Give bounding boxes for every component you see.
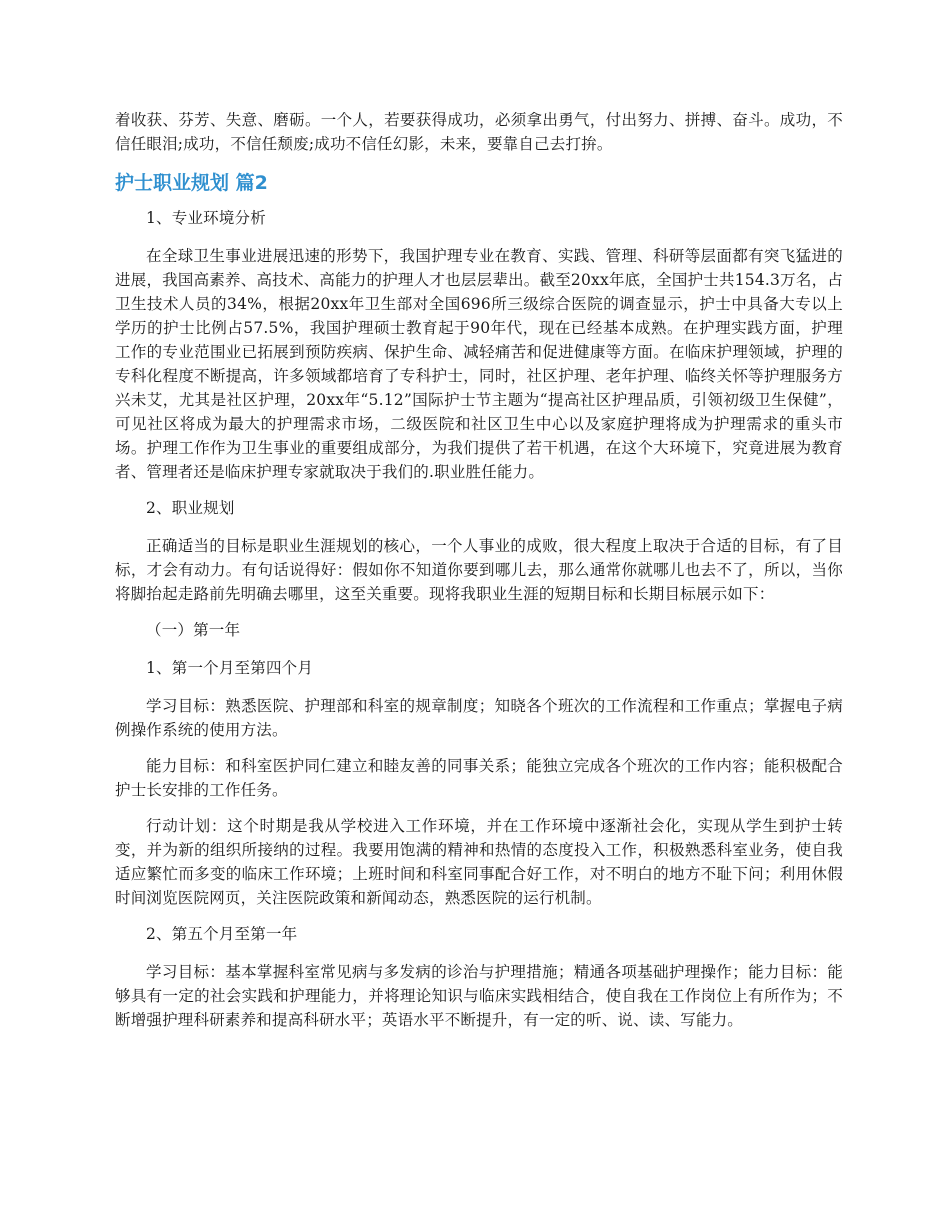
paragraph-goals: 正确适当的目标是职业生涯规划的核心，一个人事业的成败，很大程度上取决于合适的目标，有了目标，才会有动力。有句话说得好：假如你不知道你要到哪儿去，那么通常你就哪儿也去不了，所以，当你将脚抬起走路前先明确去哪里，这至关重要。现将我职业生涯的短期目标和长期目标展示如下： <box>115 537 843 603</box>
subheading-month-1-4: 1、第一个月至第四个月 <box>146 659 314 677</box>
paragraph-learning-goal-2: 学习目标：基本掌握科室常见病与多发病的诊治与护理措施；精通各项基础护理操作；能力目标：能够具有一定的社会实践和护理能力，并将理论知识与临床实践相结合，使自我在工作岗位上有所作为；不断增强护理科研素养和提高科研水平；英语水平不断提升，有一定的听、说、读、写能力。 <box>115 963 843 1029</box>
document-body <box>115 108 843 1044</box>
subheading-first-year: （一）第一年 <box>146 621 241 639</box>
subheading-environment-analysis: 1、专业环境分析 <box>146 209 266 227</box>
paragraph-learning-goal-1: 学习目标：熟悉医院、护理部和科室的规章制度；知晓各个班次的工作流程和工作重点；掌握电子病例操作系统的使用方法。 <box>115 697 843 739</box>
paragraph-environment: 在全球卫生事业进展迅速的形势下，我国护理专业在教育、实践、管理、科研等层面都有突飞猛进的进展，我国高素养、高技术、高能力的护理人才也层层辈出。截至20xx年底，全国护士共154.3万名，占卫生技术人员的34%，根据20xx年卫生部对全国696所三级综合医院的调查显示，护士中具备大专以上学历的护士比例占57.5%，我国护理硕士教育起于90年代，现在已经基本成熟。在护理实践方面，护理工作的专业范围业已拓展到预防疾病、保护生命、减轻痛苦和促进健康等方面。在临床护理领域，护理的专科化程度不断提高，许多领域都培育了专科护士，同时，社区护理、老年护理、临终关怀等护理服务方兴未艾，尤其是社区护理，20xx年“5.12”国际护士节主题为“提高社区护理品质，引领初级卫生保健”，可见社区将成为最大的护理需求市场，二级医院和社区卫生中心以及家庭护理将成为护理需求的重头市场。护理工作作为卫生事业的重要组成部分，为我们提供了若干机遇，在这个大环境下，究竟进展为教育者、管理者还是临床护理专家就取决于我们的.职业胜任能力。 <box>115 247 843 481</box>
subheading-career-plan: 2、职业规划 <box>146 499 235 517</box>
section-title: 护士职业规划 篇2 <box>115 172 268 194</box>
intro-paragraph: 着收获、芬芳、失意、磨砺。一个人，若要获得成功，必须拿出勇气，付出努力、拼搏、奋斗。成功，不信任眼泪;成功，不信任颓废;成功不信任幻影，未来，要靠自己去打拚。 <box>115 111 843 153</box>
paragraph-ability-goal-1: 能力目标：和科室医护同仁建立和睦友善的同事关系；能独立完成各个班次的工作内容；能积极配合护士长安排的工作任务。 <box>115 757 843 799</box>
subheading-month-5-year-1: 2、第五个月至第一年 <box>146 925 298 943</box>
paragraph-action-plan-1: 行动计划：这个时期是我从学校进入工作环境，并在工作环境中逐渐社会化，实现从学生到护士转变，并为新的组织所接纳的过程。我要用饱满的精神和热情的态度投入工作，积极熟悉科室业务，使自我适应繁忙而多变的临床工作环境；上班时间和科室同事配合好工作，对不明白的地方不耻下问；利用休假时间浏览医院网页，关注医院政策和新闻动态，熟悉医院的运行机制。 <box>115 817 843 907</box>
